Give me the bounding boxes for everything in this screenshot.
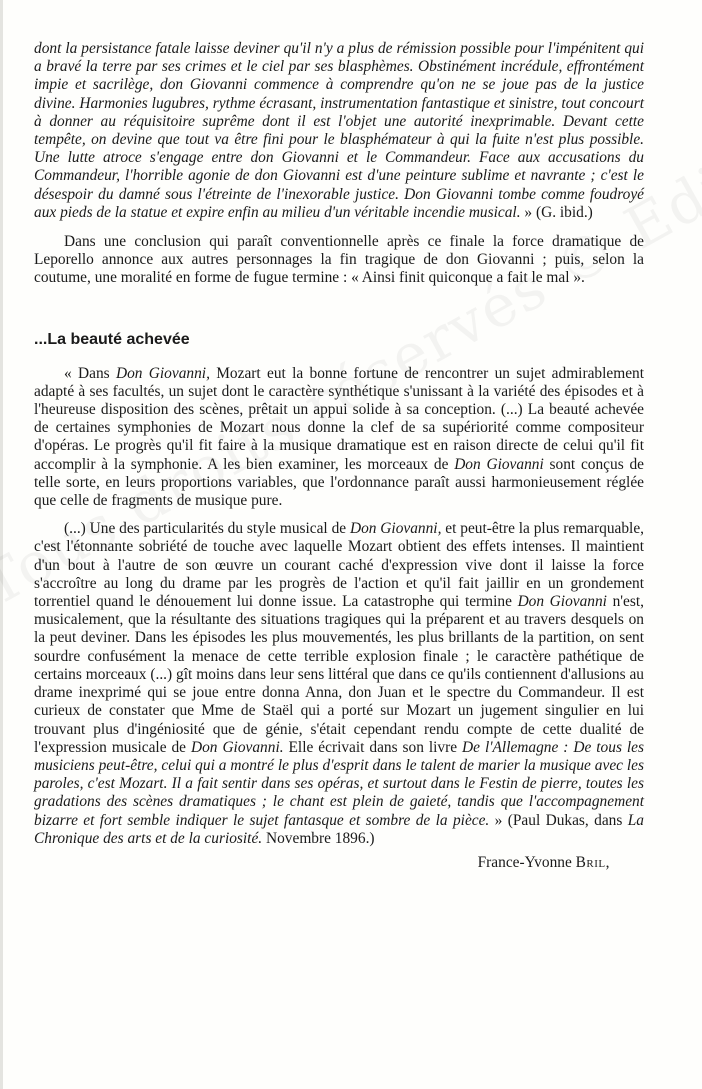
- section-heading: ...La beauté achevée: [34, 330, 190, 348]
- paragraph-quote-continuation: [34, 40, 644, 222]
- italic-title: Don Giovanni: [517, 593, 607, 611]
- citation: » (G. ibid.): [520, 203, 593, 221]
- text-run: (...) Une des particularités du style musical de: [64, 520, 350, 538]
- article-body: [34, 40, 644, 872]
- text-run: Elle écrivait dans son livre: [283, 738, 463, 756]
- text-run: » (Paul Dukas, dans: [489, 811, 628, 829]
- italic-title: Don Giovanni,: [349, 520, 442, 538]
- text-run: et peut-être la plus remarquable, c'est l'étonnante sobriété de touche avec laquelle Mozart obtient des effets intenses. Il maintient d'un bout à l'autre de son œuvre un courant caché d'expression vive dont il laisse la force s'accroître au long du drame par les progrès de l'action et qu'il fait jaillir en un grondement torrentiel quand le dénouement lui donne issue. La catastrophe qui termine: [34, 520, 644, 611]
- italic-title: Don Giovanni.: [190, 738, 284, 756]
- paragraph-conclusion: Dans une conclusion qui paraît conventionnelle après ce finale la force dramatique de Leporello annonce aux autres personnages la fin tragique de don Giovanni ; puis, selon la coutume, une moralité en forme de fugue termine : « Ainsi finit quiconque a fait le mal ».: [34, 233, 644, 287]
- text-run: Mozart eut la bonne fortune de rencontrer un sujet admirablement adapté à ses facultés, un sujet dont le caractère synthétique s'unissant à la variété des épisodes et à l'heureuse disposition des scènes, prêtait un appui solide à sa conception. (...) La beauté achevée de certaines symphonies de Mozart nous donne la clef de sa supériorité comme compositeur d'opéras. Le progrès qu'il fit faire à la musique dramatique est en raison directe de celui qu'il fit accomplir à la symphonie. A les bien examiner, les morceaux de: [34, 364, 644, 473]
- text-run: « Dans: [64, 364, 116, 382]
- italic-title: Don Giovanni: [454, 455, 544, 473]
- page-edge: [0, 0, 3, 1089]
- author-last-name: Bril,: [575, 853, 610, 871]
- text-run: n'est, musicalement, que la résultante des situations tragiques qui la préparent et au travers desquels on la peut deviner. Dans les épisodes les plus mouvementés, les plus brillants de la partition, on sent sourdre confusément la menace de cette terrible explosion finale ; le caractère pathétique de certains morceaux (...) gît moins dans leur sens littéral que dans ce qu'ils contiennent d'allusions au drame inexprimé qui se joue entre donna Anna, don Juan et le spectre du Commandeur. Il est curieux de constater que Mme de Staël qui a porté sur Mozart un jugement singulier en lui trouvant plus d'ingéniosité que de génie, s'était cependant rendu compte de cette dualité de l'expression musicale de: [34, 593, 644, 756]
- quote-text: dont la persistance fatale laisse deviner qu'il n'y a plus de rémission possible pour l'impénitent qui a bravé la terre par ses crimes et le ciel par ses blasphèmes. Obstinément incrédule, effrontément impie et sacrilège, don Giovanni commence à comprendre qu'on ne se joue pas de la justice divine. Harmonies lugubres, rythme écrasant, instrumentation fantastique et sinistre, tout concourt à donner au réquisitoire suprême dont il est l'objet une autorité inexprimable. Devant cette tempête, on devine que tout va être fini pour le blasphémateur à qui la fuite n'est plus possible. Une lutte atroce s'engage entre don Giovanni et le Commandeur. Face aux accusations du Commandeur, l'horrible agonie de don Giovanni est d'une peinture sublime et navrante ; c'est le désespoir du damné sous l'étreinte de l'inexorable justice. Don Giovanni tombe comme foudroyé aux pieds de la statue et expire enfin au milieu d'un véritable incendie musical.: [34, 40, 644, 221]
- author-first-name: France-Yvonne: [477, 853, 576, 871]
- italic-title: Don Giovanni,: [115, 364, 210, 382]
- italic-title: La Chronique des arts et de la curiosité.: [34, 811, 644, 847]
- paragraph-dukas-2: [34, 520, 644, 848]
- italic-quote: De l'Allemagne : De tous les musiciens peut-être, celui qui a montré le plus d'esprit dans le talent de marier la musique avec les paroles, c'est Mozart. Il a fait sentir dans ses opéras, et surtout dans le Festin de pierre, toutes les gradations des scènes dramatiques ; le chant est plein de gaieté, tandis que l'accompagnement bizarre et fort semble indiquer le sujet fantasque et sombre de la pièce.: [34, 738, 644, 829]
- text-run: Novembre 1896.): [262, 829, 375, 847]
- author-signature: [34, 854, 644, 872]
- text-run: sont conçus de telle sorte, en leurs proportions variables, que l'ordonnance paraît aussi harmonieusement réglée que celle de fragments de musique pure.: [34, 455, 644, 510]
- paragraph-dukas-1: [34, 365, 644, 511]
